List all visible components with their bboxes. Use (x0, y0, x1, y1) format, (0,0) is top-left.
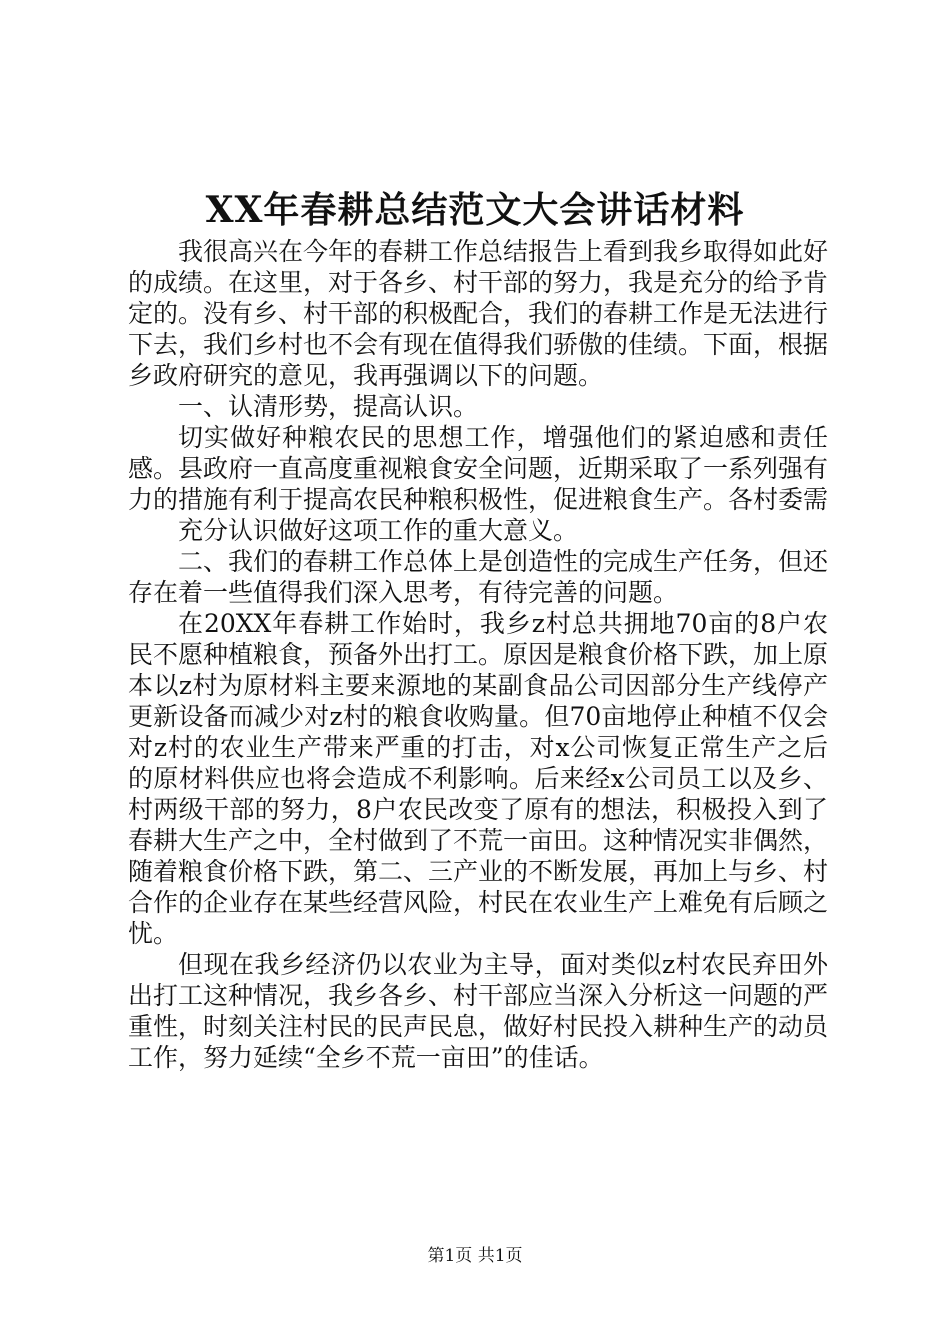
document-body (128, 236, 828, 1073)
paragraph: 二、我们的春耕工作总体上是创造性的完成生产任务，但还存在着一些值得我们深入思考，有待完善的问题。 (128, 547, 829, 607)
document-title: XX年春耕总结范文大会讲话材料 (205, 189, 745, 231)
paragraph: 我很高兴在今年的春耕工作总结报告上看到我乡取得如此好的成绩。在这里，对于各乡、村干部的努力，我是充分的给予肯定的。没有乡、村干部的积极配合，我们的春耕工作是无法进行下去，我们乡村也不会有现在值得我们骄傲的佳绩。下面，根据乡政府研究的意见，我再强调以下的问题。 (128, 237, 829, 390)
page-footer: 第1页 共1页 (427, 1246, 523, 1266)
paragraph: 切实做好种粮农民的思想工作，增强他们的紧迫感和责任感。县政府一直高度重视粮食安全问题，近期采取了一系列强有力的措施有利于提高农民种粮积极性，促进粮食生产。各村委需 (128, 423, 829, 514)
paragraph: 一、认清形势，提高认识。 (178, 392, 479, 421)
paragraph: 但现在我乡经济仍以农业为主导，面对类似z村农民弃田外出打工这种情况，我乡各乡、村干部应当深入分析这一问题的严重性，时刻关注村民的民声民息，做好村民投入耕种生产的动员工作，努力延续“全乡不荒一亩田”的佳话。 (128, 950, 829, 1072)
paragraph: 充分认识做好这项工作的重大意义。 (178, 516, 579, 545)
paragraph: 在20XX年春耕工作始时，我乡z村总共拥地70亩的8户农民不愿种植粮食，预备外出打工。原因是粮食价格下跌，加上原本以z村为原材料主要来源地的某副食品公司因部分生产线停产更新设备而减少对z村的粮食收购量。但70亩地停止种植不仅会对z村的农业生产带来严重的打击，对x公司恢复正常生产之后的原材料供应也将会造成不利影响。后来经x公司员工以及乡、村两级干部的努力，8户农民改变了原有的想法，积极投入到了春耕大生产之中，全村做到了不荒一亩田。这种情况实非偶然，随着粮食价格下跌，第二、三产业的不断发展，再加上与乡、村合作的企业存在某些经营风险，村民在农业生产上难免有后顾之忧。 (128, 609, 829, 948)
